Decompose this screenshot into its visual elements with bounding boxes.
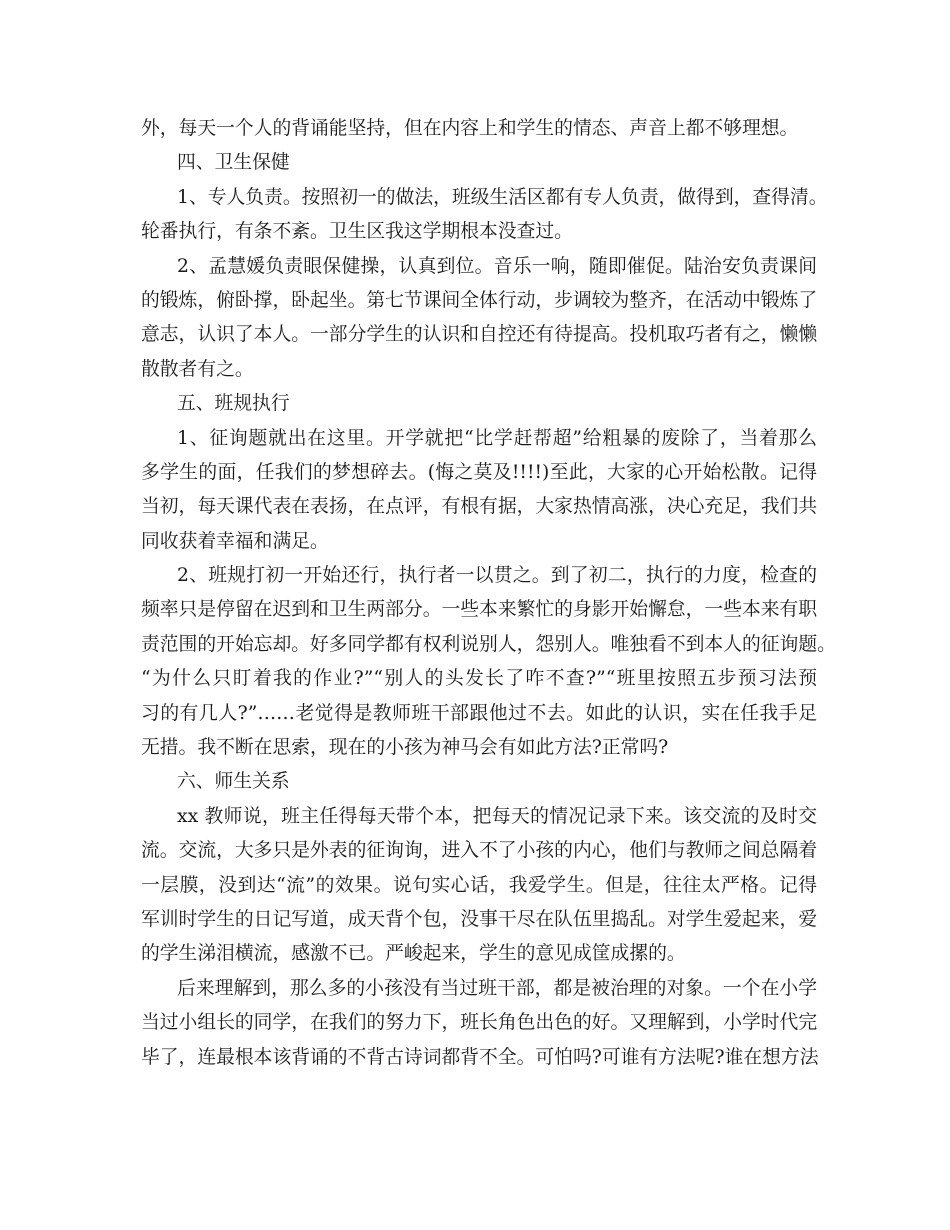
text-line: 习的有几人?”……老觉得是教师班干部跟他过不去。如此的认识，实在任我手足: [141, 702, 817, 724]
text-line: 轮番执行，有条不紊。卫生区我这学期根本没查过。: [141, 221, 573, 243]
text-line: 当初，每天课代表在表扬，在点评，有根有据，大家热情高涨，决心充足，我们共: [141, 496, 818, 518]
text-line: 2、班规打初一开始还行，执行者一以贯之。到了初二，执行的力度，检查的: [177, 565, 817, 587]
text-line: xx 教师说，班主任得每天带个本，把每天的情况记录下来。该交流的及时交: [177, 805, 817, 827]
text-line: “为什么只盯着我的作业?”“别人的头发长了咋不查?”“班里按照五步预习法预: [141, 668, 817, 690]
text-line: 后来理解到，那么多的小孩没有当过班干部，都是被治理的对象。一个在小学: [177, 977, 817, 999]
text-line: 2、孟慧媛负责眼保健操，认真到位。音乐一响，随即催促。陆治安负责课间: [177, 255, 817, 277]
document-body: [141, 112, 836, 1075]
text-line: 的锻炼，俯卧撑，卧起坐。第七节课间全体行动，步调较为整齐，在活动中锻炼了: [141, 289, 818, 311]
text-line: 毕了，连最根本该背诵的不背古诗词都背不全。可怕吗?可谁有方法呢?谁在想方法: [141, 1046, 819, 1068]
text-line: 责范围的开始忘却。好多同学都有权利说别人，怨别人。唯独看不到本人的征询题。: [141, 633, 836, 655]
text-line: 多学生的面，任我们的梦想碎去。(悔之莫及!!!!)至此，大家的心开始松散。记得: [141, 461, 817, 483]
text-line: 当过小组长的同学，在我们的努力下，班长角色出色的好。又理解到，小学时代完: [141, 1012, 818, 1034]
text-line: 一层膜，没到达“流”的效果。说句实心话，我爱学生。但是，往往太严格。记得: [141, 874, 817, 896]
text-line: 无措。我不断在思索，现在的小孩为神马会有如此方法?正常吗?: [141, 737, 669, 759]
text-line: 六、师生关系: [177, 771, 290, 793]
text-line: 五、班规执行: [177, 393, 290, 415]
text-line: 散散者有之。: [141, 358, 254, 380]
text-line: 同收获着幸福和满足。: [141, 530, 329, 552]
text-line: 频率只是停留在迟到和卫生两部分。一些本来繁忙的身影开始懈怠，一些本来有职: [141, 599, 818, 621]
text-line: 外，每天一个人的背诵能坚持，但在内容上和学生的情态、声音上都不够理想。: [141, 118, 799, 139]
text-line: 军训时学生的日记写道，成天背个包，没事干尽在队伍里捣乱。对学生爱起来，爱: [141, 908, 818, 930]
text-line: 意志，认识了本人。一部分学生的认识和自控还有待提高。投机取巧者有之，懒懒: [141, 324, 818, 346]
text-line: 的学生涕泪横流，感激不已。严峻起来，学生的意见成筐成摞的。: [141, 943, 686, 965]
text-line: 1、征询题就出在这里。开学就把“比学赶帮超”给粗暴的废除了，当着那么: [177, 427, 817, 449]
text-line: 四、卫生保健: [177, 152, 290, 174]
text-line: 流。交流，大多只是外表的征询询，进入不了小孩的内心，他们与教师之间总隔着: [141, 840, 818, 862]
text-line: 1、专人负责。按照初一的做法，班级生活区都有专人负责，做得到，查得清。: [177, 186, 828, 208]
